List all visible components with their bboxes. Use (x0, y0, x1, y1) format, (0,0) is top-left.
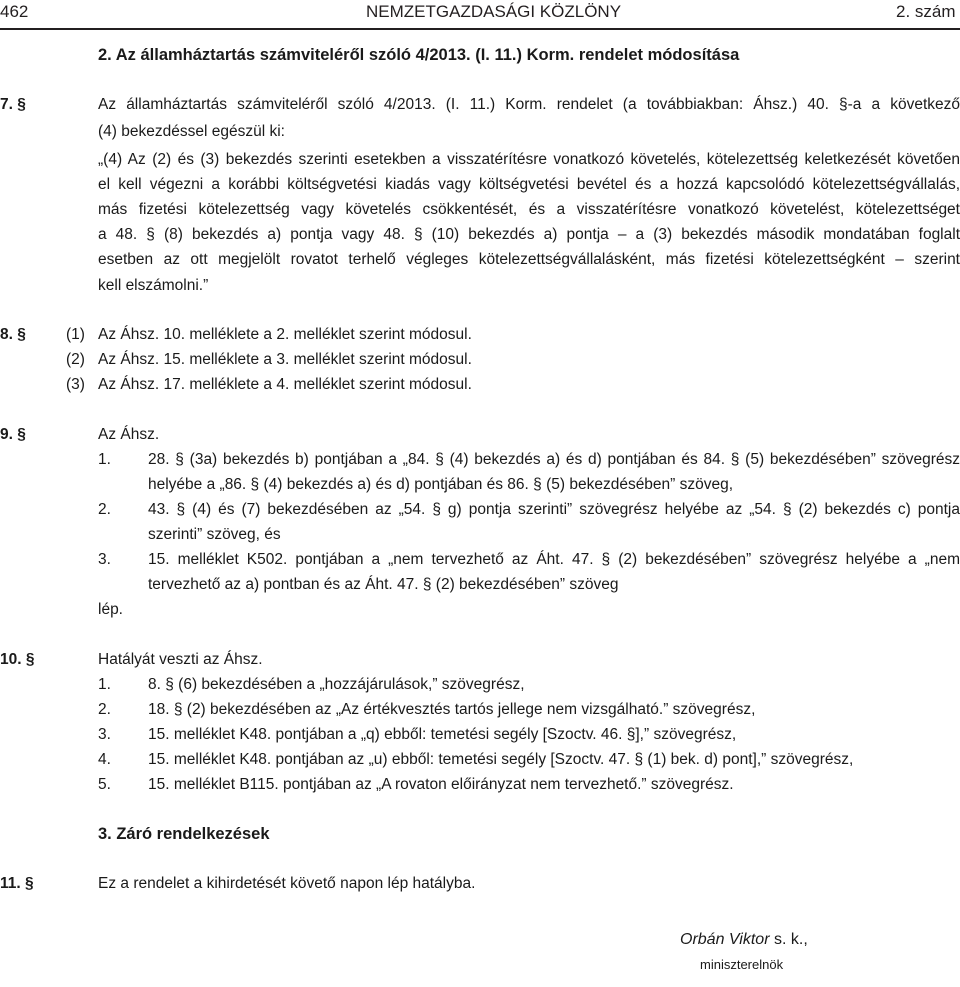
chapter-title: 2. Az államháztartás számviteléről szóló 4/2013. (I. 11.) Korm. rendelet módosítása (98, 46, 740, 64)
section-10-item-text: 8. § (6) bekezdésében a „hozzájárulások,” szövegrész, (148, 676, 525, 693)
section-8-item-label: (1) (66, 326, 85, 343)
section-10-item-label: 4. (98, 751, 111, 768)
section-8-item-text: Az Áhsz. 17. melléklete a 4. melléklet szerint módosul. (98, 376, 472, 393)
section-7-line-1: Az államháztartás számviteléről szóló 4/2013. (I. 11.) Korm. rendelet (a továbbiakban: Áhsz.) 40. §-a a következő (98, 96, 960, 113)
header-rule (0, 28, 960, 30)
section-9-intro: Az Áhsz. (98, 426, 160, 443)
signatory-name: Orbán Viktor (680, 931, 770, 948)
section-7-line-2: (4) bekezdéssel egészül ki: (98, 123, 285, 140)
chapter-3-title: 3. Záró rendelkezések (98, 825, 270, 843)
section-10-item-text: 18. § (2) bekezdésében az „Az értékvesztés tartós jellege nem vizsgálható.” szövegrész, (148, 701, 756, 718)
section-9-item-1-line-2: helyébe a „86. § (4) bekezdés a) és d) pontjában és 86. § (5) bekezdésében” szöveg, (148, 476, 734, 493)
section-7-quote-line-3: más fizetési kötelezettség vagy követelés csökkentését, és a visszatérítésre vonatkozó követelést, kötelezettséget (98, 201, 960, 218)
section-10-item-label: 2. (98, 701, 111, 718)
section-9-item-3-line-1: 15. melléklet K502. pontjában a „nem tervezhető az Áht. 47. § (2) bekezdésében” szövegrész helyébe a „nem (148, 551, 960, 568)
section-10-item-label: 1. (98, 676, 111, 693)
section-10-intro: Hatályát veszti az Áhsz. (98, 651, 263, 668)
section-8-item-label: (3) (66, 376, 85, 393)
section-10-item-label: 3. (98, 726, 111, 743)
section-8-item-label: (2) (66, 351, 85, 368)
section-7-number: 7. § (0, 96, 26, 113)
publication-title: NEMZETGAZDASÁGI KÖZLÖNY (366, 2, 622, 21)
section-9-item-label: 2. (98, 501, 111, 518)
section-10-item-text: 15. melléklet K48. pontjában az „u) ebből: temetési segély [Szoctv. 47. § (1) bek. d) pont],” szövegrész, (148, 751, 854, 768)
section-9-item-2-line-1: 43. § (4) és (7) bekezdésében az „54. § g) pontja szerinti” szövegrész helyébe az „54. § (2) bekezdés c) pontja (148, 501, 960, 518)
section-11-text: Ez a rendelet a kihirdetését követő napon lép hatályba. (98, 875, 476, 892)
section-7-quote-line-4: a 48. § (8) bekezdés a) pontja vagy 48. § (10) bekezdés a) pontja – a (3) bekezdés második mondatában foglalt (98, 226, 960, 243)
section-10-item-label: 5. (98, 776, 111, 793)
section-9-item-1-line-1: 28. § (3a) bekezdés b) pontjában a „84. § (4) bekezdés a) és d) pontjában és 84. § (5) bekezdésében” szövegrész (148, 451, 960, 468)
section-9-closing: lép. (98, 601, 123, 618)
section-9-item-3-line-2: tervezhető az a) pontban és az Áht. 47. § (2) bekezdésében” szöveg (148, 576, 619, 593)
page-number: 462 (0, 2, 29, 21)
section-9-number: 9. § (0, 426, 26, 443)
signature-suffix: s. k., (769, 931, 808, 948)
section-9-item-label: 3. (98, 551, 111, 568)
section-8-number: 8. § (0, 326, 26, 343)
section-9-item-label: 1. (98, 451, 111, 468)
issue-number: 2. szám (896, 2, 956, 21)
section-11-number: 11. § (0, 875, 34, 892)
signatory-title: miniszterelnök (700, 957, 784, 972)
section-7-quote-line-6: kell elszámolni.” (98, 277, 209, 294)
section-7-quote-line-1: „(4) Az (2) és (3) bekezdés szerinti esetekben a visszatérítésre vonatkozó követelés, kötelezettség keletkezését követően (98, 151, 960, 168)
section-8-item-text: Az Áhsz. 15. melléklete a 3. melléklet szerint módosul. (98, 351, 472, 368)
section-7-quote-line-2: el kell végezni a korábbi költségvetési kiadás vagy költségvetési bevétel és a hozzá kapcsolódó kötelezettségvállalás, (98, 176, 960, 193)
page-header (0, 0, 960, 30)
section-8-item-text: Az Áhsz. 10. melléklete a 2. melléklet szerint módosul. (98, 326, 472, 343)
section-10-number: 10. § (0, 651, 35, 668)
section-7-quote-line-5: esetben az ott megjelölt rovatot terhelő végleges kötelezettségvállalásként, más fizetési kötelezettségként – szerint (98, 251, 960, 268)
section-10-item-text: 15. melléklet K48. pontjában a „q) ebből: temetési segély [Szoctv. 46. §],” szövegrész, (148, 726, 737, 743)
section-10-item-text: 15. melléklet B115. pontjában az „A rovaton előirányzat nem tervezhető.” szövegrész. (148, 776, 734, 793)
signature (680, 928, 808, 952)
section-9-item-2-line-2: szerinti” szöveg, és (148, 526, 281, 543)
